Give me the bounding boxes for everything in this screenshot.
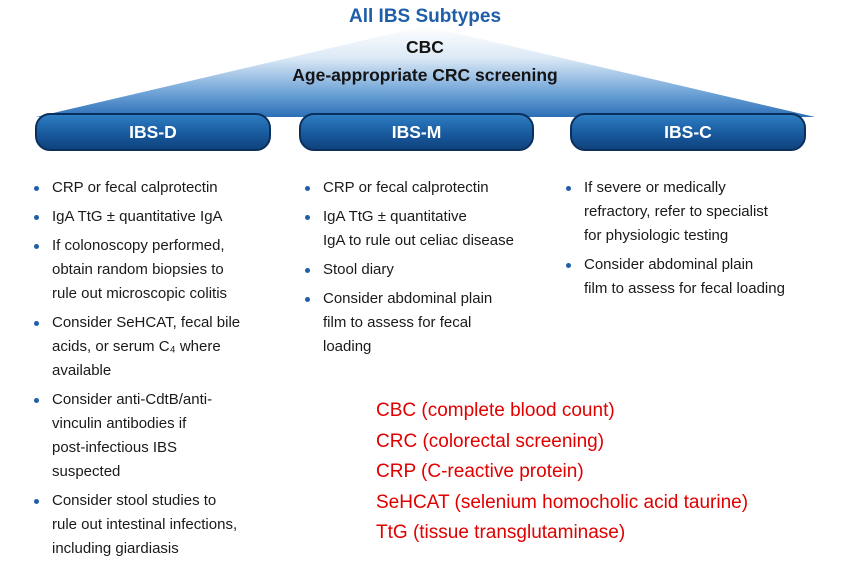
all-subtypes-test-cbc: CBC xyxy=(406,37,444,57)
all-subtypes-test-crc-screening: Age-appropriate CRC screening xyxy=(292,65,558,85)
ibs-m-column xyxy=(301,176,551,364)
ibs-m-list xyxy=(301,176,551,359)
subtype-header-ibs-m: IBS-M xyxy=(299,113,534,151)
list-item: Consider abdominal plain film to assess for fecal loading xyxy=(562,253,822,301)
list-item: Consider abdominal plain film to assess for fecal loading xyxy=(301,287,551,359)
abbreviation-legend xyxy=(376,396,748,549)
list-item: If severe or medically refractory, refer to specialist for physiologic testing xyxy=(562,176,822,248)
list-item: Consider stool studies to rule out intestinal infections, including giardiasis xyxy=(30,489,285,561)
abbreviation-sehcat: SeHCAT (selenium homocholic acid taurine) xyxy=(376,491,749,513)
ibs-c-column xyxy=(562,176,822,306)
abbreviation-cbc: CBC (complete blood count) xyxy=(376,400,615,421)
list-item: Consider SeHCAT, fecal bile acids, or serum C₄ where available xyxy=(30,311,285,383)
list-item: IgA TtG ± quantitative IgA to rule out celiac disease xyxy=(301,205,551,253)
list-item: CRP or fecal calprotectin xyxy=(30,176,285,200)
ibs-d-column xyxy=(30,176,285,566)
list-item: CRP or fecal calprotectin xyxy=(301,176,551,200)
list-item: Stool diary xyxy=(301,258,551,282)
list-item: IgA TtG ± quantitative IgA xyxy=(30,205,285,229)
abbreviation-crp: CRP (C-reactive protein) xyxy=(376,461,584,482)
page-title: All IBS Subtypes xyxy=(348,6,502,27)
abbreviation-ttg: TtG (tissue transglutaminase) xyxy=(376,522,626,543)
subtype-header-ibs-d: IBS-D xyxy=(35,113,271,151)
abbreviation-crc: CRC (colorectal screening) xyxy=(376,430,605,452)
list-item: Consider anti-CdtB/anti- vinculin antibodies if post-infectious IBS suspected xyxy=(30,388,285,484)
ibs-c-list xyxy=(562,176,822,301)
subtype-header-ibs-c: IBS-C xyxy=(570,113,806,151)
ibs-d-list xyxy=(30,176,285,561)
list-item: If colonoscopy performed, obtain random biopsies to rule out microscopic colitis xyxy=(30,234,285,306)
